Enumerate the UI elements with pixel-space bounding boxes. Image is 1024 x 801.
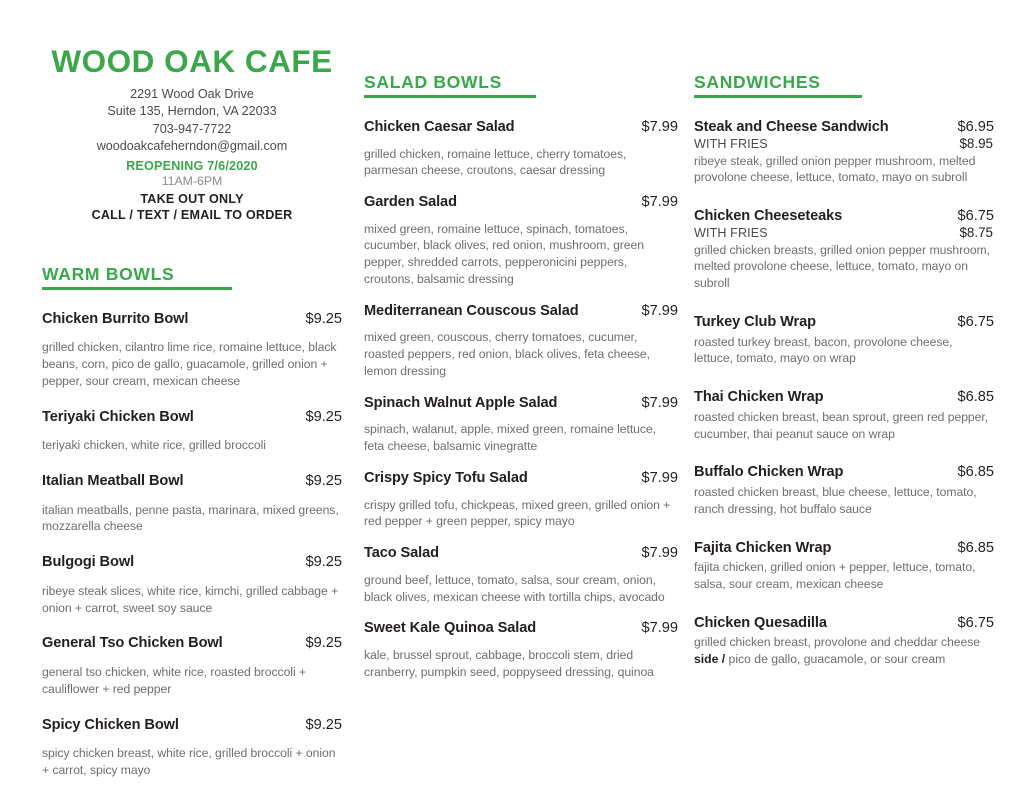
menu-item-name: Teriyaki Chicken Bowl	[42, 408, 194, 425]
hours-of-operation: 11AM-6PM	[161, 174, 223, 189]
menu-item-name: Thai Chicken Wrap	[694, 389, 824, 406]
menu-item-description: fajita chicken, grilled onion + pepper, lettuce, tomato, salsa, sour cream, mexican cheese	[694, 560, 976, 591]
menu-item-price: $9.25	[305, 310, 342, 327]
section-title-text: SANDWICHES	[694, 72, 821, 92]
menu-item-description: ribeye steak slices, white rice, kimchi, grilled cabbage + onion + carrot, sweet soy sauce	[42, 583, 339, 615]
menu-item	[694, 119, 994, 186]
menu-item-description: spicy chicken breast, white rice, grilled broccoli + onion + carrot, spicy mayo	[42, 746, 336, 777]
menu-item-description: grilled chicken breasts, grilled onion pepper mushroom, melted provolone cheese, lettuce, tomato, mayo on subroll	[694, 242, 990, 291]
menu-item-description: ground beef, lettuce, tomato, salsa, sour cream, onion, black olives, mexican cheese with tortilla chips, avocado	[364, 572, 665, 604]
menu-item	[42, 409, 342, 454]
section-underline	[364, 95, 536, 98]
email-address: woodoakcafeherndon@gmail.com	[96, 138, 288, 153]
menu-item-description: roasted chicken breast, bean sprout, green red pepper, cucumber, thai peanut sauce on wrap	[694, 409, 989, 441]
menu-item-price: $7.99	[641, 302, 678, 319]
menu-item-name: Italian Meatball Bowl	[42, 473, 184, 490]
menu-item-name: Chicken Burrito Bowl	[42, 310, 189, 327]
menu-item-price: $9.25	[305, 408, 342, 425]
menu-item-description: spinach, walanut, apple, mixed green, romaine lettuce, feta cheese, balsamic vinegratte	[364, 422, 657, 454]
menu-item-row	[364, 395, 678, 413]
menu-item-price: $6.95	[957, 119, 994, 135]
menu-item-price: $7.99	[641, 194, 678, 211]
menu-item-price: $6.85	[957, 539, 994, 556]
menu-item-name: Mediterranean Couscous Salad	[364, 302, 579, 319]
menu-item	[364, 470, 678, 530]
menu-item-name: Spicy Chicken Bowl	[42, 716, 179, 733]
restaurant-header	[42, 45, 342, 224]
menu-item-price: $6.85	[957, 389, 994, 406]
menu-item-price: $7.99	[641, 394, 678, 411]
menu-item	[42, 635, 342, 697]
menu-item-name: Chicken Cheeseteaks	[694, 208, 843, 225]
section-underline	[42, 287, 232, 290]
menu-item-row	[42, 554, 342, 572]
menu-item	[694, 615, 994, 668]
menu-item-price: $6.75	[957, 614, 994, 631]
menu-item	[364, 303, 678, 380]
menu-item-price: $9.25	[305, 635, 342, 652]
menu-item	[694, 540, 994, 593]
section-underline	[694, 95, 862, 98]
takeout-line-2: CALL / TEXT / EMAIL TO ORDER	[91, 208, 293, 223]
menu-item-row	[364, 620, 678, 638]
menu-item-name: Taco Salad	[364, 545, 439, 562]
menu-item-row	[42, 635, 342, 653]
menu-item-row	[694, 208, 994, 226]
menu-item-name: Bulgogi Bowl	[42, 554, 135, 571]
menu-item-price: $9.25	[305, 716, 342, 733]
with-fries-price: $8.75	[959, 224, 993, 240]
column-sandwiches	[692, 0, 1024, 801]
takeout-notice	[42, 191, 342, 224]
address-block	[42, 86, 342, 155]
section-title-text: SALAD BOWLS	[364, 72, 502, 92]
menu-item-name: Buffalo Chicken Wrap	[694, 464, 844, 481]
section-heading-salad-bowls	[364, 72, 678, 100]
menu-item-side-note	[694, 651, 994, 668]
side-note-text: pico de gallo, guacamole, or sour cream	[725, 652, 946, 667]
menu-item-price: $6.75	[957, 208, 994, 225]
menu-item-name: Chicken Quesadilla	[694, 614, 827, 631]
side-note-prefix: side /	[694, 652, 726, 667]
menu-item-row	[694, 119, 994, 137]
menu-item-name: Steak and Cheese Sandwich	[694, 119, 889, 135]
menu-item	[364, 119, 678, 179]
menu-item	[694, 389, 994, 442]
menu-item-name: Turkey Club Wrap	[694, 314, 816, 331]
menu-item-description: grilled chicken, cilantro lime rice, romaine lettuce, black beans, corn, pico de gallo, guacamole, grilled onion + pepper, sour cream, mexican cheese	[42, 340, 337, 388]
menu-item-row	[694, 464, 994, 482]
menu-item-name: Fajita Chicken Wrap	[694, 539, 832, 556]
phone-number: 703-947-7722	[152, 121, 232, 136]
menu-item-price: $7.99	[641, 119, 678, 135]
column-warm-bowls	[0, 0, 358, 801]
menu-item-price: $6.85	[957, 464, 994, 481]
menu-item-description: roasted turkey breast, bacon, provolone cheese, lettuce, tomato, mayo on wrap	[694, 334, 953, 366]
with-fries-price: $8.95	[959, 135, 993, 151]
brand-title: WOOD OAK CAFE	[51, 43, 333, 79]
menu-item-price: $7.99	[641, 470, 678, 487]
menu-item-name: Spinach Walnut Apple Salad	[364, 394, 558, 411]
menu-item-description: grilled chicken breast, provolone and cheddar cheese	[694, 635, 981, 650]
menu-item-price: $7.99	[641, 545, 678, 562]
menu-item-row	[364, 194, 678, 212]
with-fries-label: WITH FRIES	[694, 136, 768, 151]
menu-item-row	[364, 470, 678, 488]
menu-item	[364, 545, 678, 605]
menu-item-row	[694, 389, 994, 407]
section-heading-sandwiches	[694, 72, 994, 100]
menu-item-description: general tso chicken, white rice, roasted broccoli + cauliflower + red pepper	[42, 664, 307, 696]
menu-item	[694, 314, 994, 367]
address-line-1: 2291 Wood Oak Drive	[130, 87, 254, 102]
menu-item-name: Garden Salad	[364, 194, 457, 211]
menu-item-row	[694, 540, 994, 558]
menu-item-name: Sweet Kale Quinoa Salad	[364, 620, 537, 637]
menu-item-description: teriyaki chicken, white rice, grilled broccoli	[42, 438, 266, 453]
menu-item-row	[42, 473, 342, 491]
menu-item	[42, 311, 342, 390]
menu-item	[42, 473, 342, 535]
menu-item-description: roasted chicken breast, blue cheese, lettuce, tomato, ranch dressing, hot buffalo sauce	[694, 484, 977, 516]
with-fries-row	[694, 225, 994, 240]
menu-item-price: $6.75	[957, 314, 994, 331]
column-salad-bowls	[358, 0, 692, 801]
takeout-line-1: TAKE OUT ONLY	[140, 192, 244, 207]
menu-item-row	[694, 314, 994, 332]
menu-item-description: ribeye steak, grilled onion pepper mushroom, melted provolone cheese, lettuce, tomato, mayo on subroll	[694, 153, 976, 185]
with-fries-row	[694, 136, 994, 151]
menu-item-row	[364, 545, 678, 563]
menu-item	[364, 395, 678, 455]
menu-item-description: italian meatballs, penne pasta, marinara, mixed greens, mozzarella cheese	[42, 502, 339, 534]
section-heading-warm-bowls	[42, 264, 342, 292]
menu-item-name: General Tso Chicken Bowl	[42, 635, 223, 652]
menu-item-description: kale, brussel sprout, cabbage, broccoli stem, dried cranberry, pumpkin seed, poppyseed dressing, quinoa	[364, 647, 654, 679]
menu-item-row	[364, 119, 678, 137]
menu-item-row	[42, 311, 342, 329]
menu-item	[364, 194, 678, 288]
menu-item-description: grilled chicken, romaine lettuce, cherry tomatoes, parmesan cheese, croutons, caesar dressing	[364, 146, 627, 178]
menu-item-description: mixed green, romaine lettuce, spinach, tomatoes, cucumber, black olives, red onion, mushroom, green pepper, shredded carrots, pepperonicini peppers, croutons, balsamic dressing	[364, 221, 644, 287]
menu-item-price: $9.25	[305, 473, 342, 490]
with-fries-label: WITH FRIES	[694, 225, 768, 240]
menu-item-row	[364, 303, 678, 321]
address-line-2: Suite 135, Herndon, VA 22033	[107, 104, 277, 119]
menu-item	[694, 208, 994, 292]
menu-item	[42, 554, 342, 616]
menu-item-description: mixed green, couscous, cherry tomatoes, cucumer, roasted peppers, red onion, black olives, feta cheese, lemon dressing	[364, 330, 650, 379]
menu-item-name: Chicken Caesar Salad	[364, 119, 515, 135]
menu-item	[694, 464, 994, 517]
section-title-text: WARM BOWLS	[42, 263, 175, 284]
menu-item	[42, 717, 342, 779]
menu-item-name: Crispy Spicy Tofu Salad	[364, 470, 528, 487]
menu-item-row	[694, 615, 994, 633]
reopening-notice: REOPENING 7/6/2020	[126, 159, 258, 174]
menu-item-row	[42, 409, 342, 427]
menu-item	[364, 620, 678, 680]
menu-item-price: $9.25	[305, 554, 342, 571]
menu-item-description: crispy grilled tofu, chickpeas, mixed green, grilled onion + red pepper + green pepper, spicy mayo	[364, 497, 671, 529]
menu-item-row	[42, 717, 342, 735]
menu-item-price: $7.99	[641, 620, 678, 637]
